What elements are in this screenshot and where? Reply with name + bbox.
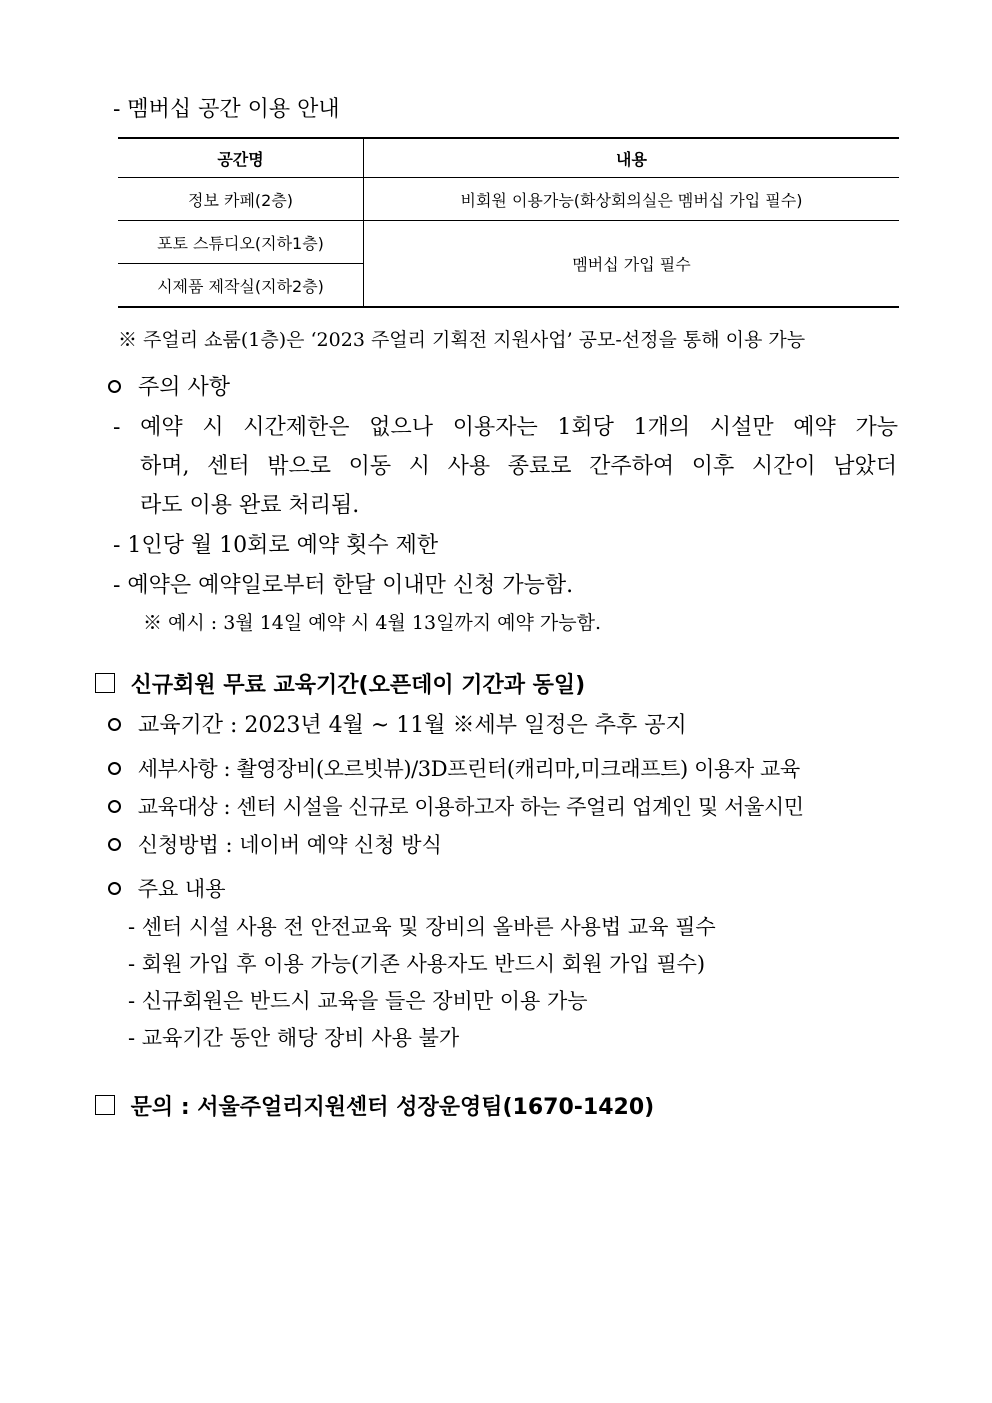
circle-bullet-icon bbox=[108, 838, 121, 851]
table-header-space: 공간명 bbox=[118, 138, 364, 178]
main-content-item: - 센터 시설 사용 전 안전교육 및 장비의 올바른 사용법 교육 필수 bbox=[128, 915, 716, 939]
circle-bullet-icon bbox=[108, 380, 121, 393]
caution-item-1-line-2: 하며, 센터 밖으로 이동 시 사용 종료로 간주하여 이후 시간이 남았더 bbox=[140, 454, 897, 479]
education-item-text: 교육대상 : 센터 시설을 신규로 이용하고자 하는 주얼리 업계인 및 서울시민 bbox=[137, 795, 804, 819]
education-item-text: 신청방법 : 네이버 예약 신청 방식 bbox=[137, 833, 442, 857]
caution-header bbox=[108, 370, 230, 401]
caution-example: ※ 예시 : 3월 14일 예약 시 4월 13일까지 예약 가능함. bbox=[143, 612, 602, 634]
membership-heading: - 멤버십 공간 이용 안내 bbox=[113, 97, 340, 122]
circle-bullet-icon bbox=[108, 718, 121, 731]
table-header-row bbox=[118, 138, 899, 178]
main-content-item: - 회원 가입 후 이용 가능(기존 사용자도 반드시 회원 가입 필수) bbox=[128, 952, 706, 976]
education-item bbox=[108, 708, 687, 739]
showroom-note: ※ 주얼리 쇼룸(1층)은 ‘2023 주얼리 기획전 지원사업’ 공모-선정을 통해 이용 가능 bbox=[118, 329, 806, 351]
caution-item-1-line-3: 라도 이용 완료 처리됨. bbox=[140, 493, 360, 518]
checkbox-square-icon bbox=[95, 1095, 115, 1115]
main-content-item: - 신규회원은 반드시 교육을 들은 장비만 이용 가능 bbox=[128, 989, 588, 1013]
inquiry bbox=[95, 1090, 654, 1121]
main-content-title: 주요 내용 bbox=[137, 877, 226, 901]
education-item-text: 교육기간 : 2023년 4월 ~ 11월 ※세부 일정은 추후 공지 bbox=[138, 713, 687, 738]
table-cell-space: 정보 카페(2층) bbox=[118, 178, 364, 221]
table-row bbox=[118, 221, 899, 264]
checkbox-square-icon bbox=[95, 673, 115, 693]
education-item bbox=[108, 753, 800, 783]
education-item-text: 세부사항 : 촬영장비(오르빗뷰)/3D프린터(캐리마,미크래프트) 이용자 교육 bbox=[137, 757, 800, 781]
circle-bullet-icon bbox=[108, 762, 121, 775]
table-header-content: 내용 bbox=[364, 138, 900, 178]
inquiry-text: 문의 : 서울주얼리지원센터 성장운영팀(1670-1420) bbox=[130, 1095, 655, 1120]
education-title: 신규회원 무료 교육기간(오픈데이 기간과 동일) bbox=[130, 673, 586, 698]
circle-bullet-icon bbox=[108, 800, 121, 813]
table-row bbox=[118, 178, 899, 221]
caution-item-1-line-1: - 예약 시 시간제한은 없으나 이용자는 1회당 1개의 시설만 예약 가능 bbox=[113, 415, 898, 440]
caution-title: 주의 사항 bbox=[138, 375, 231, 400]
education-header bbox=[95, 668, 585, 699]
table-cell-content: 비회원 이용가능(화상회의실은 멤버십 가입 필수) bbox=[364, 178, 900, 221]
table-cell-space: 시제품 제작실(지하2층) bbox=[118, 264, 364, 308]
main-content-item: - 교육기간 동안 해당 장비 사용 불가 bbox=[128, 1026, 460, 1050]
table-cell-content: 멤버십 가입 필수 bbox=[364, 221, 900, 308]
table-cell-space: 포토 스튜디오(지하1층) bbox=[118, 221, 364, 264]
education-item bbox=[108, 829, 442, 859]
caution-item-2: - 1인당 월 10회로 예약 횟수 제한 bbox=[113, 533, 439, 558]
circle-bullet-icon bbox=[108, 882, 121, 895]
education-item bbox=[108, 791, 804, 821]
caution-item-3: - 예약은 예약일로부터 한달 이내만 신청 가능함. bbox=[113, 573, 574, 598]
membership-table bbox=[118, 137, 899, 308]
main-content-header bbox=[108, 873, 226, 903]
